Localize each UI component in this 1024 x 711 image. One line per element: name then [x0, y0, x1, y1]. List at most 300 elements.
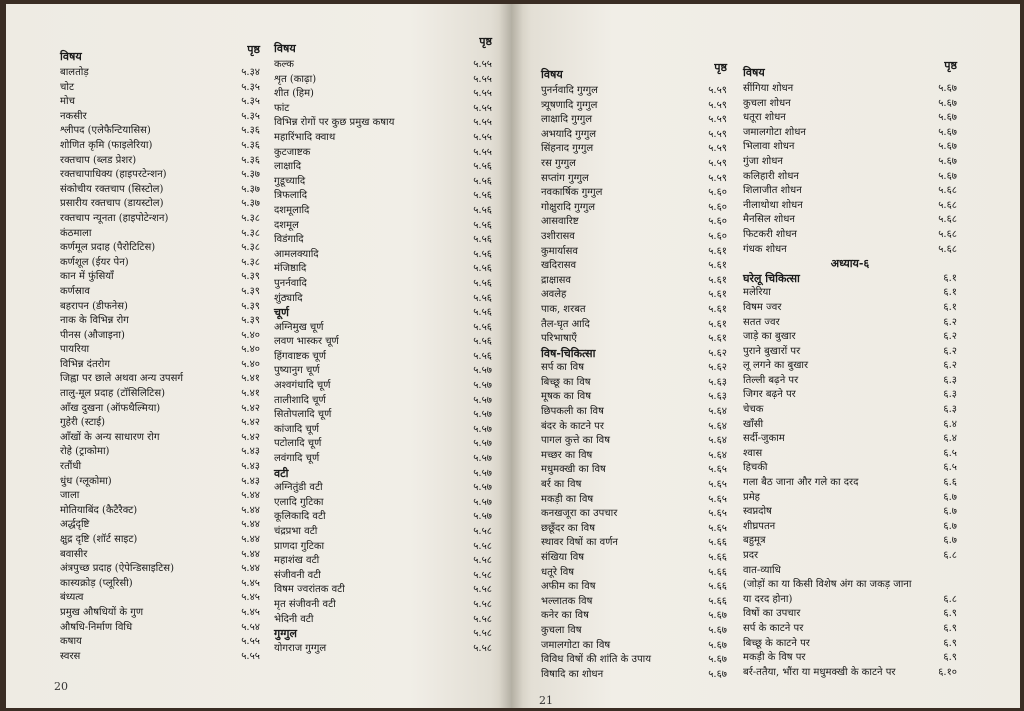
toc-entry-title: जमालगोटा शोधन	[743, 126, 806, 138]
toc-entry-page: ५.४४	[241, 563, 260, 575]
toc-entry-page: ५.३७	[241, 169, 260, 181]
toc-entry-page: ५.५७	[473, 511, 492, 523]
toc-entry-page: ६.१	[943, 272, 957, 284]
toc-entry	[60, 95, 260, 110]
toc-entry-title: दशमूलादि	[274, 204, 310, 216]
toc-entry-title: छछूँदर का विष	[541, 522, 595, 534]
toc-entry-title: बर्र-ततैया, भौंरा या मधुमक्खी के काटने पर	[743, 666, 896, 678]
toc-entry-page: ५.५६	[473, 336, 492, 348]
toc-entry	[541, 493, 727, 508]
toc-entry-title: क्षुद्र दृष्टि (शॉर्ट साइट)	[60, 534, 138, 545]
toc-entry-title: स्वप्नदोष	[743, 506, 772, 518]
toc-entry-page: ६.८	[943, 550, 957, 561]
toc-column	[541, 60, 727, 682]
toc-entry	[541, 405, 727, 420]
toc-entry-title: गुडूच्यादि	[274, 175, 306, 187]
toc-entry-page: ५.६७	[708, 610, 727, 622]
toc-entry-title: सर्प का विष	[541, 362, 584, 374]
toc-entry-title: शीत (हिम)	[274, 88, 314, 100]
toc-entry-page: ६.२	[943, 316, 957, 328]
toc-entry-title: हिंगवाष्टक चूर्ण	[274, 350, 326, 362]
toc-entry-page: ५.५७	[473, 438, 492, 450]
toc-entry-title: कुटजाष्टक	[274, 146, 311, 158]
toc-entry-page: ५.३९	[241, 271, 260, 283]
toc-entry-title: विविध विषों की शांति के उपाय	[541, 654, 652, 666]
toc-entry	[60, 416, 260, 431]
toc-entry-page: ५.५६	[473, 350, 492, 362]
toc-header-title: विषय	[60, 50, 82, 63]
toc-entry-page: ५.६७	[938, 141, 957, 153]
toc-entry-title: वात-व्याधि	[743, 564, 781, 576]
toc-entry	[541, 303, 727, 318]
toc-entry-title: तैल-घृत आदि	[541, 318, 590, 330]
toc-header-page: पृष्ठ	[479, 35, 492, 48]
toc-entry-page: ६.३	[943, 374, 957, 386]
toc-entry	[743, 97, 957, 112]
toc-entry	[60, 504, 260, 519]
toc-entry-title: अर्द्धदृष्टि	[60, 519, 90, 531]
toc-entry	[541, 449, 727, 464]
toc-entry-title: लाक्षादि	[274, 161, 302, 173]
toc-entry-title: कुमार्यासव	[541, 245, 578, 257]
toc-column	[743, 58, 957, 680]
toc-entry-page: ६.९	[943, 637, 957, 649]
toc-entry-title: खदिरासव	[541, 260, 577, 272]
toc-entry	[541, 668, 727, 683]
toc-entry	[60, 358, 260, 373]
toc-entry-page: ५.३६	[241, 125, 260, 137]
toc-entry-title: स्थावर विषों का वर्णन	[541, 537, 618, 549]
toc-entry-title: पाक, शरबत	[541, 303, 586, 315]
toc-entry-title: अग्नितुंडी वटी	[274, 482, 323, 494]
toc-entry-page: ५.६३	[708, 391, 727, 403]
toc-entry	[743, 578, 957, 593]
toc-entry-title: पायरिया	[60, 344, 90, 356]
toc-column	[60, 42, 260, 664]
toc-entry-title: सर्प के काटने पर	[743, 622, 804, 634]
section-heading	[274, 627, 492, 642]
toc-entry-title: अश्वगंधादि चूर्ण	[274, 380, 331, 392]
toc-entry	[743, 607, 957, 622]
toc-entry-page: ५.६८	[938, 185, 957, 197]
toc-entry-title: बंदर के काटने पर	[541, 420, 604, 432]
toc-entry-page: ५.५७	[473, 453, 492, 465]
toc-entry	[274, 525, 492, 540]
toc-entry-page: ५.५५	[473, 117, 492, 129]
toc-entry-title: पुराने बुखारों पर	[743, 345, 801, 357]
toc-entry-title: विभिन्न दंतरोग	[60, 358, 110, 370]
toc-entry-title: दशमूल	[274, 219, 299, 231]
toc-entry-page: ५.५६	[473, 321, 492, 333]
toc-entry	[274, 321, 492, 336]
toc-entry	[541, 113, 727, 128]
toc-entry-title: शीघ्रपतन	[743, 520, 776, 532]
toc-entry-page: ५.५९	[708, 143, 727, 155]
toc-entry-page: ५.३९	[241, 285, 260, 297]
toc-entry	[541, 580, 727, 595]
section-heading	[274, 467, 492, 482]
toc-entry	[743, 666, 957, 681]
toc-entry	[743, 622, 957, 637]
toc-entry	[60, 329, 260, 344]
toc-entry-title: द्राक्षासव	[541, 274, 571, 286]
toc-entry	[541, 99, 727, 114]
toc-entry-title: मोच	[60, 96, 75, 108]
toc-entry	[60, 300, 260, 315]
book-gutter	[499, 4, 523, 708]
toc-entry	[541, 186, 727, 201]
toc-entry	[743, 126, 957, 141]
toc-entry	[274, 452, 492, 467]
toc-entry	[541, 201, 727, 216]
toc-entry-title: कांजादि चूर्ण	[274, 423, 319, 435]
toc-entry	[274, 277, 492, 292]
toc-entry	[743, 184, 957, 199]
toc-entry-page: ६.२	[943, 360, 957, 372]
toc-entry-page: ५.४५	[241, 577, 260, 589]
toc-entry	[743, 359, 957, 374]
toc-entry-title: चोट	[60, 81, 74, 93]
toc-entry-page: ६.३	[943, 404, 957, 416]
toc-entry	[60, 402, 260, 417]
toc-entry-page: ५.४१	[241, 388, 260, 400]
toc-entry-title: संकोचीय रक्तचाप (सिस्टोल)	[60, 183, 164, 195]
toc-entry	[541, 376, 727, 391]
toc-entry-title: भल्लातक विष	[541, 595, 593, 607]
toc-header-title: विषय	[541, 68, 563, 81]
toc-entry-page: ६.६	[943, 477, 957, 489]
toc-entry-title: त्र्यूषणादि गुग्गुल	[541, 99, 598, 111]
toc-entry	[60, 343, 260, 358]
toc-entry	[743, 520, 957, 535]
toc-entry	[743, 476, 957, 491]
toc-entry-title: विडंगादि	[274, 234, 304, 246]
toc-entry	[274, 642, 492, 657]
toc-entry	[541, 84, 727, 99]
toc-entry	[274, 102, 492, 117]
toc-entry-page: ५.४४	[241, 548, 260, 560]
toc-entry	[60, 81, 260, 96]
toc-entry-page: ५.६७	[708, 654, 727, 666]
toc-entry-title: बहुमूत्र	[743, 535, 766, 547]
toc-entry-page: ५.५७	[473, 365, 492, 377]
toc-entry-page: ५.४२	[241, 417, 260, 429]
toc-entry	[743, 505, 957, 520]
toc-entry	[274, 481, 492, 496]
toc-entry-title: कर्णस्राव	[60, 285, 90, 297]
toc-entry	[541, 274, 727, 289]
toc-entry-page: ५.४५	[241, 606, 260, 618]
toc-entry-title: मोतियाबिंद (कैटैरैक्ट)	[60, 504, 138, 516]
toc-entry-title: कास्यक्रोड़ (प्लूरिसी)	[60, 577, 133, 589]
toc-entry	[743, 243, 957, 258]
toc-entry-page: ६.२	[943, 345, 957, 357]
toc-entry-page: ५.५६	[473, 190, 492, 202]
toc-entry-title: कान में फुंसियाँ	[60, 271, 114, 283]
toc-entry-title: रक्तचापाधिक्य (हाइपरटेन्शन)	[60, 169, 167, 181]
toc-entry-title: धतूरा शोधन	[743, 112, 786, 124]
toc-entry-title: कर्णमूल प्रदाह (पैरोटिटिस)	[60, 242, 156, 254]
toc-entry-page: ५.५९	[708, 172, 727, 184]
chapter-heading: अध्याय-६	[830, 257, 870, 271]
toc-entry-title: नीलाथोथा शोधन	[743, 199, 803, 211]
toc-entry	[541, 536, 727, 551]
toc-entry	[274, 437, 492, 452]
toc-entry	[274, 58, 492, 73]
toc-entry-title: पुष्यानुग चूर्ण	[274, 365, 320, 377]
toc-entry-title: मैनसिल शोधन	[743, 214, 795, 226]
toc-entry-title: एलादि गुटिका	[274, 496, 324, 508]
toc-entry	[60, 168, 260, 183]
toc-entry-title: सप्तांग गुग्गुल	[541, 172, 589, 184]
toc-entry-page: ५.६७	[938, 83, 957, 94]
toc-entry	[743, 286, 957, 301]
toc-entry-title: प्रमुख औषधियों के गुण	[60, 606, 144, 618]
toc-entry-title: पुनर्नवादि	[274, 277, 307, 289]
toc-entry-title: जिह्वा पर छाले अथवा अन्य उपसर्ग	[60, 373, 183, 385]
toc-entry	[274, 613, 492, 628]
page-number: 20	[54, 680, 68, 693]
toc-entry-title: लवंगादि चूर्ण	[274, 453, 320, 465]
toc-entry-title: गुग्गुल	[274, 627, 297, 641]
toc-entry-title: जाड़े का बुखार	[743, 331, 796, 343]
toc-entry-title: मलेरिया	[743, 287, 771, 299]
section-heading	[541, 347, 727, 362]
toc-entry	[743, 651, 957, 666]
toc-entry-title: महाशंख वटी	[274, 555, 320, 567]
toc-entry-title: कर्णशूल (ईयर पेन)	[60, 256, 129, 268]
toc-entry-title: विभिन्न रोगों पर कुछ प्रमुख कषाय	[274, 117, 395, 129]
toc-entry-title: फिटकरी शोधन	[743, 228, 797, 240]
toc-entry	[60, 591, 260, 606]
toc-entry-title: नवकार्षिक गुग्गुल	[541, 187, 603, 199]
toc-entry	[743, 403, 957, 418]
toc-header-title: विषय	[743, 66, 765, 79]
toc-entry-page: ६.९	[943, 652, 957, 664]
toc-entry-page: ५.४०	[241, 358, 260, 370]
toc-entry-title: मृत संजीवनी वटी	[274, 598, 336, 610]
toc-entry-page: ५.५८	[473, 540, 492, 552]
toc-entry-title: जमालगोटा का विष	[541, 639, 611, 651]
toc-entry	[743, 388, 957, 403]
toc-entry-page: ५.५६	[473, 219, 492, 231]
toc-entry-title: चूर्ण	[274, 306, 289, 320]
toc-entry	[541, 230, 727, 245]
toc-entry-page: ५.४०	[241, 329, 260, 341]
toc-entry-title: औषधि-निर्माण विधि	[60, 621, 133, 633]
toc-entry-page: ५.५५	[473, 88, 492, 100]
toc-entry	[60, 650, 260, 665]
toc-entry	[60, 387, 260, 402]
toc-entry-page: ५.६२	[708, 347, 727, 359]
toc-entry-page: ६.१०	[938, 666, 957, 678]
toc-entry-page: ५.३८	[241, 256, 260, 268]
toc-entry	[743, 491, 957, 506]
toc-entry-page: ५.५७	[473, 467, 492, 479]
book-spread	[6, 4, 1020, 708]
toc-entry	[274, 233, 492, 248]
toc-entry	[541, 507, 727, 522]
toc-entry-title: मच्छर का विष	[541, 449, 593, 461]
toc-entry	[60, 212, 260, 227]
toc-header	[541, 60, 727, 84]
toc-entry-page: ५.३५	[241, 81, 260, 93]
toc-entry-title: नाक के विभिन्न रोग	[60, 315, 129, 327]
toc-entry	[541, 653, 727, 668]
toc-header-title: विषय	[274, 42, 296, 55]
toc-entry-page: ५.४५	[241, 592, 260, 604]
toc-entry-page: ६.९	[943, 622, 957, 634]
toc-entry-page: ५.६०	[708, 216, 727, 228]
toc-entry	[60, 241, 260, 256]
toc-entry-page: ६.१	[943, 287, 957, 299]
toc-entry-title: चेचक	[743, 404, 764, 416]
toc-header	[743, 58, 957, 82]
section-heading	[743, 272, 957, 287]
toc-entry	[743, 199, 957, 214]
toc-entry	[541, 420, 727, 435]
toc-entry-page: ५.४०	[241, 344, 260, 356]
toc-entry-page: ५.६४	[708, 435, 727, 447]
toc-entry	[60, 606, 260, 621]
toc-entry-title: भिलावा शोधन	[743, 141, 795, 153]
toc-entry-title: अभयादि गुग्गुल	[541, 128, 596, 140]
toc-entry-page: ५.३७	[241, 198, 260, 210]
toc-entry-page: ६.७	[943, 506, 957, 518]
toc-entry	[541, 318, 727, 333]
toc-entry-page: ५.३९	[241, 300, 260, 312]
toc-entry-title: बिच्छू का विष	[541, 376, 591, 388]
toc-entry	[274, 146, 492, 161]
toc-entry-title: अफीम का विष	[541, 581, 596, 593]
toc-entry-page: ५.५६	[473, 175, 492, 187]
toc-entry	[541, 463, 727, 478]
toc-entry-title: संजीवनी वटी	[274, 569, 321, 581]
toc-entry-page: ५.६७	[938, 97, 957, 109]
toc-entry	[541, 434, 727, 449]
toc-entry	[60, 635, 260, 650]
toc-entry-page: ५.३६	[241, 154, 260, 166]
toc-header	[60, 42, 260, 66]
toc-entry-title: लाक्षादि गुग्गुल	[541, 114, 593, 126]
toc-entry-page: ५.६०	[708, 230, 727, 242]
toc-entry-page: ६.७	[943, 491, 957, 503]
toc-entry-title: आमलक्यादि	[274, 248, 319, 260]
toc-entry-page: ५.६७	[708, 639, 727, 651]
toc-entry	[541, 522, 727, 537]
toc-entry-page: ५.५६	[473, 248, 492, 260]
toc-entry-page: ५.६२	[708, 362, 727, 374]
toc-entry-page: ५.५८	[473, 555, 492, 567]
toc-entry-title: आँखों के अन्य साधारण रोग	[60, 431, 160, 443]
toc-entry-title: नकसीर	[60, 110, 87, 122]
toc-entry-title: विष-चिकित्सा	[541, 346, 596, 360]
toc-entry-page: ६.९	[943, 608, 957, 620]
toc-entry	[541, 361, 727, 376]
toc-entry-title: रस गुग्गुल	[541, 157, 576, 169]
toc-entry-title: शृत (काढ़ा)	[274, 73, 317, 85]
toc-entry-page: ५.६८	[938, 199, 957, 211]
toc-entry-title: तालु-मूल प्रदाह (टॉसिलिटिस)	[60, 388, 166, 400]
toc-entry	[274, 554, 492, 569]
toc-entry	[60, 445, 260, 460]
toc-entry	[60, 256, 260, 271]
toc-entry-page: ५.५६	[473, 307, 492, 319]
toc-entry	[743, 418, 957, 433]
toc-entry-title: गुहेरी (स्टाई)	[60, 417, 106, 429]
toc-entry-title: जाला	[60, 490, 80, 502]
toc-entry	[60, 110, 260, 125]
toc-entry-title: कनखजूरा का उपचार	[541, 508, 618, 520]
toc-entry-page: ५.५५	[473, 59, 492, 70]
toc-entry-page: ५.५६	[473, 263, 492, 275]
toc-entry-page: ५.६०	[708, 187, 727, 199]
toc-entry-title: सिंहनाद गुग्गुल	[541, 143, 594, 155]
toc-entry-title: बंध्यत्व	[60, 592, 84, 604]
toc-entry-page: ६.७	[943, 520, 957, 532]
toc-entry	[743, 637, 957, 652]
toc-entry-title: रोहे (ट्राकोमा)	[60, 446, 110, 458]
toc-entry	[60, 227, 260, 242]
toc-entry	[60, 518, 260, 533]
toc-column	[274, 34, 492, 656]
toc-entry-page: ५.५६	[473, 161, 492, 173]
toc-entry	[541, 288, 727, 303]
toc-entry	[60, 285, 260, 300]
toc-entry	[743, 345, 957, 360]
toc-entry	[743, 228, 957, 243]
toc-entry-page: ५.४२	[241, 431, 260, 443]
toc-entry-page: ५.५८	[473, 526, 492, 537]
toc-entry-title: पागल कुत्ते का विष	[541, 435, 611, 447]
toc-entry	[274, 87, 492, 102]
toc-entry	[274, 116, 492, 131]
toc-entry-title: कुचला शोधन	[743, 97, 791, 109]
toc-entry-title: गुंजा शोधन	[743, 155, 783, 167]
toc-entry-title: कलिहारी शोधन	[743, 170, 799, 182]
toc-entry	[60, 475, 260, 490]
toc-entry-page: ५.५५	[473, 73, 492, 85]
toc-entry	[743, 213, 957, 228]
toc-entry	[274, 175, 492, 190]
toc-entry-page: ५.५९	[708, 99, 727, 111]
toc-entry-page: ५.६५	[708, 479, 727, 491]
toc-entry	[274, 510, 492, 525]
toc-entry-page: ५.६६	[708, 552, 727, 563]
toc-entry-title: शोणित कृमि (फाइलेरिया)	[60, 139, 153, 151]
toc-entry-page: ५.६१	[708, 318, 727, 330]
toc-entry	[274, 248, 492, 263]
toc-entry	[743, 564, 957, 579]
toc-entry-title: तालीशादि चूर्ण	[274, 394, 326, 406]
toc-entry-page: ५.४२	[241, 402, 260, 414]
toc-entry-title: कषाय	[60, 636, 82, 648]
toc-entry-page: ५.३६	[241, 139, 260, 151]
toc-entry-title: कूलिकादि वटी	[274, 511, 326, 523]
toc-entry-page: ५.५७	[473, 482, 492, 494]
toc-entry-page: ५.५७	[473, 423, 492, 435]
toc-entry	[541, 478, 727, 493]
toc-entry-page: ५.६७	[938, 112, 957, 124]
toc-entry-page: ५.५९	[708, 114, 727, 126]
toc-entry-page: ५.६८	[938, 243, 957, 255]
toc-entry-title: बिच्छू के काटने पर	[743, 637, 810, 649]
toc-entry-title: शिलाजीत शोधन	[743, 185, 802, 197]
toc-entry-page: ५.६१	[708, 303, 727, 315]
toc-entry-title: सितोपलादि चूर्ण	[274, 409, 332, 421]
toc-entry-page: ५.६५	[708, 464, 727, 476]
toc-entry-title: श्वास	[743, 447, 763, 459]
